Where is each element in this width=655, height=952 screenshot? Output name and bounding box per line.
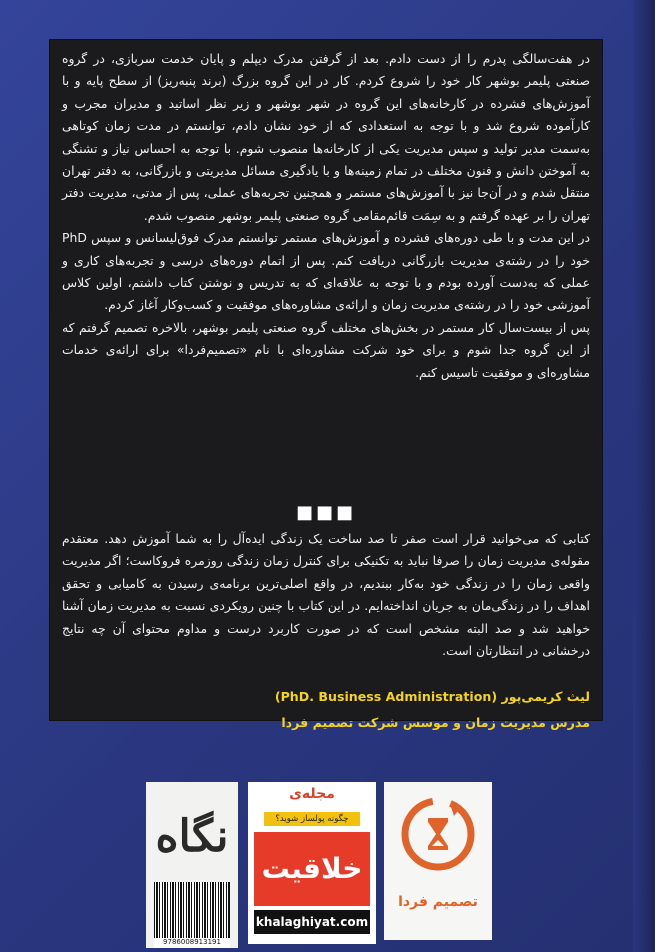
tasmim-farda-logo — [384, 782, 492, 940]
magazine-label: مجله‌ی — [289, 786, 335, 802]
magazine-name: خلاقیت — [254, 832, 370, 906]
nagah-publisher-logo — [146, 782, 238, 948]
tasmim-farda-name: تصمیم فردا — [398, 894, 478, 910]
author-signature — [62, 684, 590, 736]
magazine-tagline: چگونه پولساز شوید؟ — [264, 812, 360, 826]
nagah-logo-text: نگاه — [155, 811, 229, 862]
book-description: کتابی که می‌خوانید قرار است صفر تا صد ساخت یک زندگی ایده‌آل را به شما آموزش دهد. معتقدم مقوله‌ی مدیریت زمان را صرفا نباید به تکنیکی برای کنترل زمان زندگی روزمره فروکاست؛ اگر مدیریت واقعی زمان را در زندگی خود به‌کار ببندیم، در واقع اصلی‌ترین برنامه‌ی رسیدن به کامیابی و تحقق اهداف را در زندگی‌مان به جریان انداخته‌ایم. در این کتاب با چنین رویکردی نسبت به مدیریت زمان آشنا خواهید شد و صد البته مشخص است که در صورت کاربرد درست و مداوم محتوای آن چه نتایج درخشانی در انتظارتان است. — [62, 531, 590, 659]
author-bio — [62, 48, 590, 384]
barcode — [154, 882, 230, 940]
bio-paragraph-2: در این مدت و با طی دوره‌های فشرده و آموزش‌های مستمر توانستم مدرک فوق‌لیسانس و سپس PhD خود را در رشته‌ی مدیریت بازرگانی دریافت کنم. پس از اتمام دوره‌های درسی و تجربه‌های کاری و عملی که به‌دست آورده بودم و با توجه به علاقه‌ای که به تدریس و نوشتن کتاب داشتم، اولین کلاس آموزشی خود را در رشته‌ی مدیریت زمان و ارائه‌ی مشاوره‌های موفقیت و کسب‌وکار آغاز کردم. — [62, 230, 590, 313]
author-title: مدرس مدیریت زمان و موسس شرکت تصمیم فردا — [281, 715, 590, 730]
section-separator: ■■■ — [295, 502, 357, 523]
barcode-number: 9786008913191 — [154, 938, 230, 948]
publisher-logos — [0, 760, 655, 950]
hourglass-clock-icon — [398, 794, 478, 874]
bio-paragraph-1: در هفت‌سالگی پدرم را از دست دادم. بعد از گرفتن مدرک دیپلم و پایان خدمت سربازی، در گروه صنعتی پلیمر بوشهر کار خود را شروع کردم. کار در این گروه بزرگ (برند پنبه‌ریز) از سطح پایه و با آموزش‌های فشرده در کارخانه‌های این گروه در شهر بوشهر و زیر نظر اساتید و مدیران مجرب و کارآموده شروع شد و با توجه به استعدادی که از خود نشان دادم، توانستم در مدت زمان کوتاهی به‌سمت مدیر تولید و سپس مدیریت یکی از کارخانه‌ها منصوب شوم. با توجه به احساس نیاز و تشنگی به آموختن دانش و فنون مختلف در تمام زمینه‌ها و با یادگیری مسائل مدیریتی و بازرگانی، به دفتر تهران منتقل شدم و در آن‌جا نیز با آموزش‌های مستمر و همچنین تجربه‌های عملی، پس از مدتی، مدیریت دفتر تهران را بر عهده گرفتم و به سِمَت قائم‌مقامی گروه صنعتی پلیمر بوشهر منصوب شدم. — [62, 51, 590, 223]
text-panel — [50, 40, 602, 730]
magazine-url: khalaghiyat.com — [254, 910, 370, 934]
author-name: لیث کریمی‌پور (PhD. Business Administration) — [274, 689, 590, 704]
bio-paragraph-3: پس از بیست‌سال کار مستمر در بخش‌های مختلف گروه صنعتی پلیمر بوشهر، بالاخره تصمیم گرفتم که از این گروه جدا شوم و برای خود شرکت مشاوره‌ای با نام «تصمیم‌فردا» برای ارائه‌ی خدمات مشاوره‌ای و موفقیت تاسیس کنم. — [62, 319, 590, 380]
khalaghiyat-magazine-logo — [248, 782, 376, 944]
